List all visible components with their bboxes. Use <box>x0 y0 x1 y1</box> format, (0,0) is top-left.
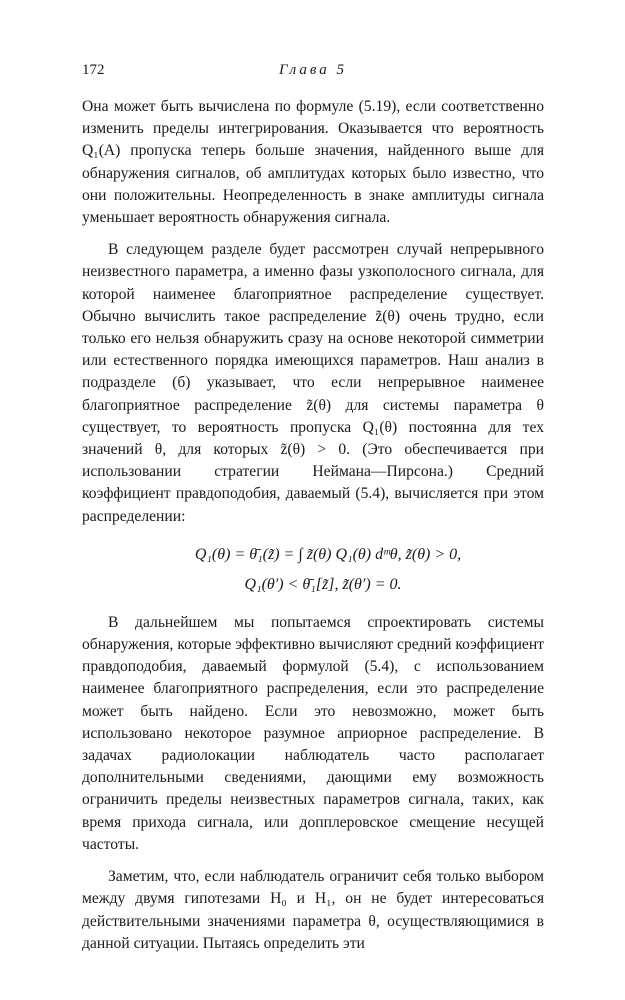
paragraph-2: В следующем разделе будет рассмотрен случай непрерывного неизвестного параметра, а именно фазы узкополосного сигнала, для которой наименее благоприятное распределение существует. Обычно вычислить такое распределение z̃(θ) очень трудно, если только его нельзя обнаружить сразу на основе некоторой симметрии или естественного порядка имеющихся параметров. Наш анализ в подразделе (б) указывает, что если непрерывное наименее благоприятное распределение z̃(θ) для системы параметра θ существует, то вероятность пропуска Q₁(θ) постоянна для тех значений θ, для которых z̃(θ) > 0. (Это обеспечивается при использовании стратегии Неймана—Пирсона.) Средний коэффициент правдоподобия, даваемый (5.4), вычисляется при этом распределении: <box>82 241 544 525</box>
body-text <box>82 96 544 955</box>
paragraph-4: Заметим, что, если наблюдатель ограничит себя только выбором между двумя гипотезами H₀ и H₁, он не будет интересоваться действительными значениями параметра θ, осуществляющимися в данной ситуации. Пытаясь определить эти <box>82 868 544 952</box>
paragraph-1: Она может быть вычислена по формуле (5.19), если соответственно изменить пределы интегрирования. Оказывается что вероятность Q₁(A) пропуска теперь больше значения, найденного выше для обнаружения сигналов, об амплитудах которых было известно, что они положительны. Неопределенность в знаке амплитуды сигнала уменьшает вероятность обнаружения сигнала. <box>82 98 544 227</box>
paragraph-3: В дальнейшем мы попытаемся спроектировать системы обнаружения, которые эффективно вычисляют средний коэффициент правдоподобия, даваемый формулой (5.4), с использованием наименее благоприятного распределения, если это распределение может быть найдено. Если это невозможно, может быть использовано некоторое разумное априорное распределение. В задачах радиолокации наблюдатель часто располагает дополнительными сведениями, дающими ему возможность ограничить пределы неизвестных параметров сигнала, таких, как время прихода сигнала, или допплеровское смещение несущей частоты. <box>82 613 544 853</box>
equation-1-text: Q₁(θ) = θ̄₁(z̃) = ∫ z̃(θ) Q₁(θ) dᵐθ, z̃(θ) > 0, <box>194 545 462 563</box>
equation-2-text: Q₁(θ′) < θ̄₁[z̃], z̃(θ′) = 0. <box>244 575 402 593</box>
page-number: 172 <box>82 62 105 78</box>
equation-line-1 <box>82 540 544 570</box>
running-head: Глава 5 <box>278 62 348 78</box>
equation-line-2 <box>82 570 544 600</box>
